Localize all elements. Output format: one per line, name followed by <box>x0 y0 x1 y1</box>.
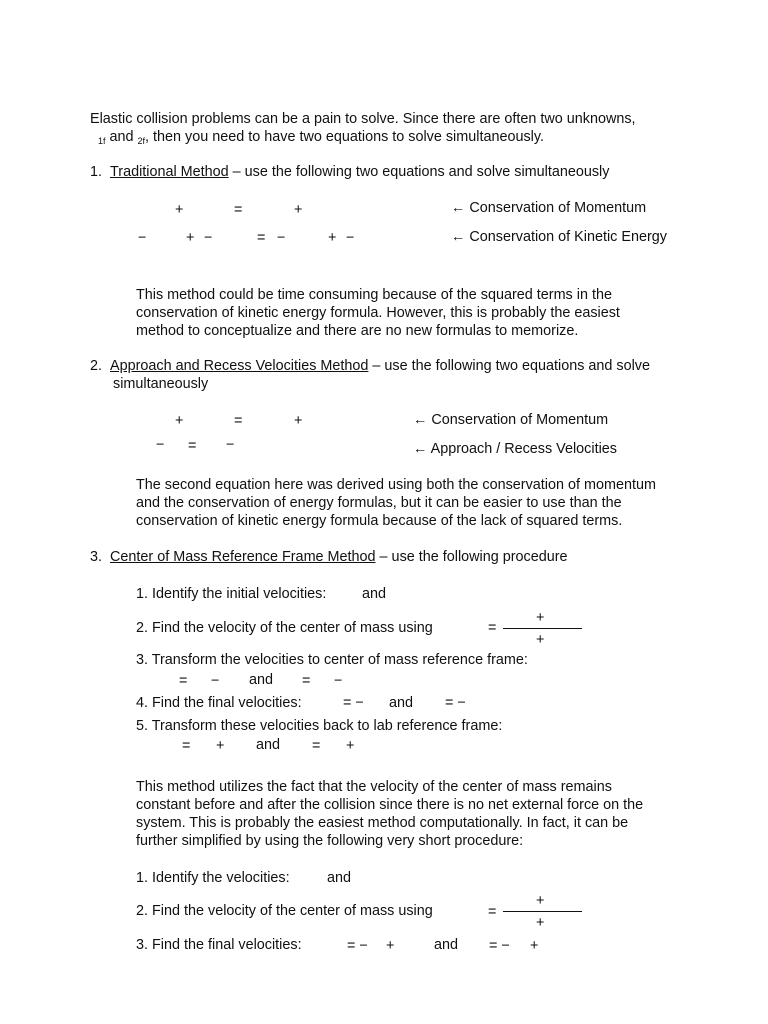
s2-eq2-minus-1: − <box>156 437 165 453</box>
proc-a-step-5: 5. Transform these velocities back to lab reference frame: <box>136 718 503 734</box>
proc-b-step-3-eq-2: = − <box>489 938 510 954</box>
s3-paragraph-line-1: This method utilizes the fact that the velocity of the center of mass remains <box>136 779 612 795</box>
proc-a-numerator-plus: + <box>536 610 545 626</box>
intro-rest: , then you need to have two equations to solve simultaneously. <box>145 129 544 145</box>
proc-b-step-2: 2. Find the velocity of the center of mass using <box>136 903 433 919</box>
proc-b-numerator-plus: + <box>536 893 545 909</box>
proc-a-step-5-eq-2: = <box>312 738 321 754</box>
s3-paragraph-line-3: system. This is probably the easiest method computationally. In fact, it can be <box>136 815 629 831</box>
proc-b-step-1: 1. Identify the velocities: <box>136 870 290 886</box>
proc-b-step-3-eq-1: = − <box>347 938 368 954</box>
proc-a-step-1: 1. Identify the initial velocities: <box>136 586 327 602</box>
s3-paragraph-line-4: further simplified by using the following very short procedure: <box>136 833 524 849</box>
section-2-number: 2. <box>90 358 103 374</box>
section-3-heading <box>90 548 568 566</box>
proc-a-vcm-equals: = <box>488 620 497 636</box>
proc-b-vcm-equals: = <box>488 904 497 920</box>
proc-b-step-3-plus-2: + <box>530 938 539 954</box>
s2-paragraph <box>136 476 696 530</box>
s1-eq2-minus-2: − <box>204 230 213 246</box>
s1-eq2-minus-4: − <box>346 230 355 246</box>
s2-label-approach: ← Approach / Recess Velocities <box>413 441 617 457</box>
intro-paragraph <box>90 110 690 150</box>
proc-a-step-2: 2. Find the velocity of the center of mass using <box>136 620 433 636</box>
intro-line-1: Elastic collision problems can be a pain to solve. Since there are often two unknowns, <box>90 111 636 127</box>
s1-paragraph-line-2: conservation of kinetic energy formula. However, this is probably the easiest <box>136 305 620 321</box>
section-2-rest: – use the following two equations and solve <box>368 358 651 374</box>
proc-b-step-1-and: and <box>327 870 352 886</box>
s1-eq2-minus-1: − <box>138 230 147 246</box>
proc-b-step-3: 3. Find the final velocities: <box>136 937 302 953</box>
s1-paragraph-line-3: method to conceptualize and there are no new formulas to memorize. <box>136 323 579 339</box>
intro-line-2 <box>90 128 690 150</box>
proc-b-denominator-plus: + <box>536 915 545 931</box>
proc-a-fraction-bar <box>503 628 582 629</box>
proc-a-step-4: 4. Find the final velocities: <box>136 695 302 711</box>
s2-eq2-equals: = <box>188 438 197 454</box>
proc-b-step-3-and: and <box>434 937 459 953</box>
proc-a-step-3-eq-2: = <box>302 673 311 689</box>
s2-paragraph-line-1: The second equation here was derived using both the conservation of momentum <box>136 477 656 493</box>
proc-a-denominator-plus: + <box>536 632 545 648</box>
s2-eq1-equals: = <box>234 413 243 429</box>
intro-sub-1f: 1f <box>98 136 106 146</box>
section-1-title: Traditional Method <box>110 164 229 180</box>
proc-a-step-3-and: and <box>249 672 274 688</box>
s3-paragraph-line-2: constant before and after the collision since there is no net external force on the <box>136 797 644 813</box>
proc-a-step-5-and: and <box>256 737 281 753</box>
s1-eq2-plus-1: + <box>186 230 195 246</box>
s2-label-momentum: ← Conservation of Momentum <box>413 412 609 428</box>
proc-a-step-3-minus-1: − <box>211 673 220 689</box>
s1-paragraph <box>136 286 696 340</box>
proc-a-step-1-and: and <box>362 586 387 602</box>
section-3-number: 3. <box>90 549 103 565</box>
proc-b-fraction-bar <box>503 911 582 912</box>
intro-and: and <box>105 129 138 145</box>
proc-a-step-3-eq-1: = <box>179 673 188 689</box>
proc-a-step-5-plus-2: + <box>346 738 355 754</box>
section-1-number: 1. <box>90 164 103 180</box>
section-3-title: Center of Mass Reference Frame Method <box>110 549 376 565</box>
proc-a-step-3-minus-2: − <box>334 673 343 689</box>
proc-a-step-4-and: and <box>389 695 414 711</box>
s2-eq1-plus-2: + <box>294 413 303 429</box>
proc-a-step-4-eq-1: = − <box>343 695 364 711</box>
section-2-heading <box>90 357 710 393</box>
section-2-title: Approach and Recess Velocities Method <box>110 358 369 374</box>
section-1-heading <box>90 163 609 181</box>
section-3-rest: – use the following procedure <box>375 549 568 565</box>
intro-sub-2f: 2f <box>137 136 146 146</box>
proc-a-step-5-plus-1: + <box>216 738 225 754</box>
s1-eq2-plus-2: + <box>328 230 337 246</box>
proc-a-step-3: 3. Transform the velocities to center of mass reference frame: <box>136 652 528 668</box>
s1-label-momentum: ← Conservation of Momentum <box>451 200 647 216</box>
proc-a-step-5-eq-1: = <box>182 738 191 754</box>
s1-paragraph-line-1: This method could be time consuming because of the squared terms in the <box>136 287 612 303</box>
s2-paragraph-line-3: conservation of kinetic energy formula because of the lack of squared terms. <box>136 513 623 529</box>
s1-eq1-plus: + <box>175 202 184 218</box>
s1-label-kinetic: ← Conservation of Kinetic Energy <box>451 229 667 245</box>
s3-paragraph <box>136 778 696 850</box>
s2-eq2-minus-2: − <box>226 437 235 453</box>
s1-eq2-minus-3: − <box>277 230 286 246</box>
s1-eq1-plus-2: + <box>294 202 303 218</box>
section-1-rest: – use the following two equations and solve simultaneously <box>228 164 610 180</box>
s2-paragraph-line-2: and the conservation of energy formulas, but it can be easier to use than the <box>136 495 622 511</box>
s1-eq1-equals: = <box>234 202 243 218</box>
s1-eq2-equals: = <box>257 230 266 246</box>
s2-eq1-plus: + <box>175 413 184 429</box>
proc-a-step-4-eq-2: = − <box>445 695 466 711</box>
section-2-rest-2: simultaneously <box>113 376 209 392</box>
proc-b-step-3-plus-1: + <box>386 938 395 954</box>
